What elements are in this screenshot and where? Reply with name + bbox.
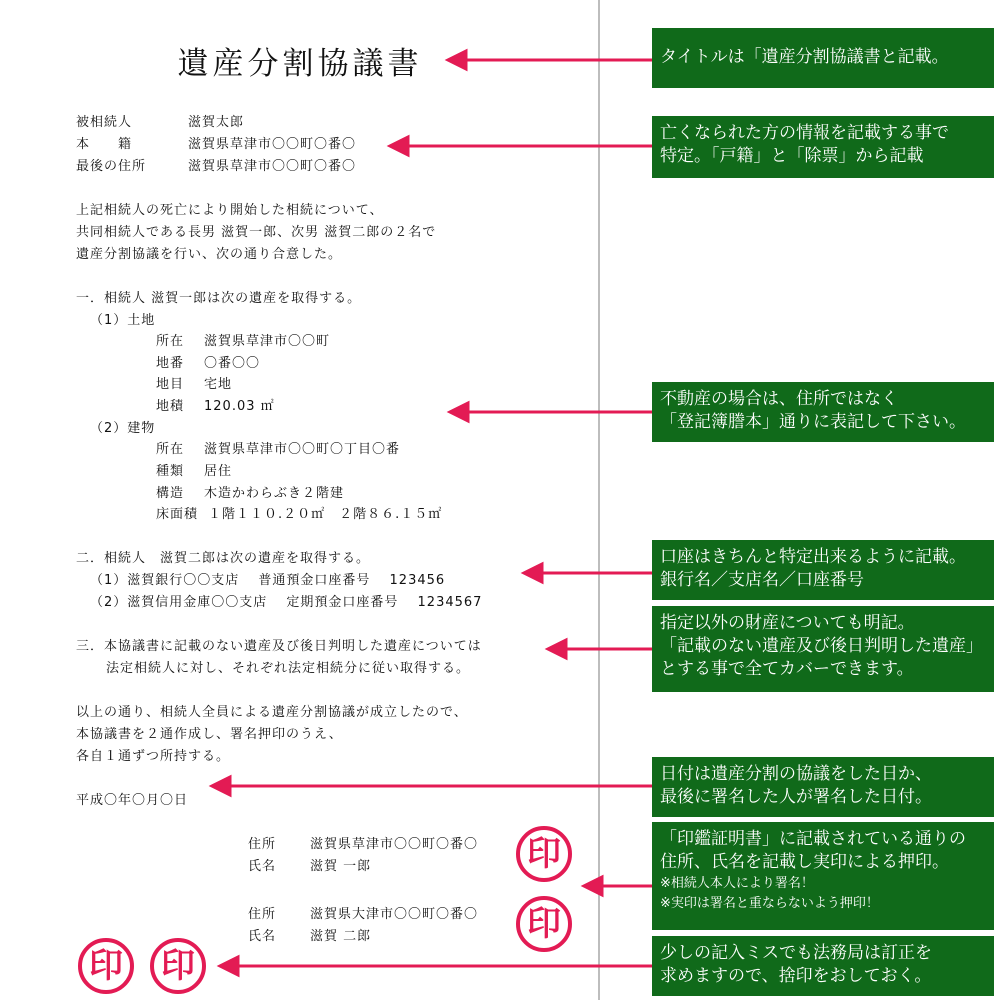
correction-seal-stamp: 印 xyxy=(78,938,134,994)
callout-other-assets xyxy=(652,606,994,692)
arrow-head xyxy=(448,51,466,69)
intro-line: 遺産分割協議を行い、次の通り合意した。 xyxy=(76,247,343,262)
callout-date xyxy=(652,757,994,817)
section2-heading: 二．相続人 滋賀二郎は次の遺産を取得する。 xyxy=(76,551,371,566)
correction-seal-stamp: 印 xyxy=(150,938,206,994)
arrow-head xyxy=(390,137,408,155)
callout-account xyxy=(652,540,994,600)
closing-line: 以上の通り、相続人全員による遺産分割協議が成立したので、 xyxy=(76,705,468,720)
agreement-date: 平成〇年〇月〇日 xyxy=(76,793,189,808)
land-label: 地積 xyxy=(156,399,185,414)
arrow-head xyxy=(220,957,238,975)
callout-text: 「記載のない遺産及び後日判明した遺産」 xyxy=(660,636,983,656)
signer-address-label: 住所 xyxy=(248,907,277,922)
land-label: 地番 xyxy=(156,356,185,371)
closing-line: 本協議書を２通作成し、署名押印のうえ、 xyxy=(76,727,343,742)
domicile-value: 滋賀県草津市〇〇町〇番〇 xyxy=(188,137,357,152)
closing-line: 各自１通ずつ所持する。 xyxy=(76,749,231,764)
signer-name: 滋賀 一郎 xyxy=(310,859,372,874)
land-value: 滋賀県草津市〇〇町 xyxy=(204,334,331,349)
last-address-label: 最後の住所 xyxy=(76,159,147,174)
land-label: 地目 xyxy=(156,377,185,392)
decedent-label: 被相続人 xyxy=(76,115,133,130)
signer-address: 滋賀県大津市〇〇町〇番〇 xyxy=(310,907,479,922)
arrow-head xyxy=(212,777,230,795)
document-title: 遺産分割協議書 xyxy=(177,46,423,82)
signer-name-label: 氏名 xyxy=(248,929,277,944)
signer-name: 滋賀 二郎 xyxy=(310,929,372,944)
section3-line: 三．本協議書に記載のない遺産及び後日判明した遺産については xyxy=(76,639,482,654)
intro-line: 上記相続人の死亡により開始した相続について、 xyxy=(76,203,384,218)
building-label: 床面積 xyxy=(156,507,199,522)
callout-text: 住所、氏名を記載し実印による押印。 xyxy=(660,852,949,872)
intro-line: 共同相続人である長男 滋賀一郎、次男 滋賀二郎の２名で xyxy=(76,225,437,240)
seal-stamp: 印 xyxy=(516,896,572,952)
building-heading: （2）建物 xyxy=(90,421,156,436)
section1-heading: 一．相続人 滋賀一郎は次の遺産を取得する。 xyxy=(76,291,362,306)
callout-signature xyxy=(652,822,994,930)
seal-stamp: 印 xyxy=(516,826,572,882)
callout-text: 最後に署名した人が署名した日付。 xyxy=(660,787,932,807)
callout-real-estate xyxy=(652,382,994,442)
land-heading: （1）土地 xyxy=(90,313,156,328)
building-label: 構造 xyxy=(156,486,185,501)
callout-text: 「印鑑証明書」に記載されている通りの xyxy=(660,829,966,849)
callout-text: 指定以外の財産についても明記。 xyxy=(660,613,915,633)
decedent-name: 滋賀太郎 xyxy=(188,115,245,130)
land-value: 〇番〇〇 xyxy=(204,356,261,371)
account-line: （2）滋賀信用金庫〇〇支店 定期預金口座番号 1234567 xyxy=(90,595,483,610)
building-value: 滋賀県草津市〇〇町〇丁目〇番 xyxy=(204,442,401,457)
last-address-value: 滋賀県草津市〇〇町〇番〇 xyxy=(188,159,357,174)
arrow-head xyxy=(548,640,566,658)
signer-address-label: 住所 xyxy=(248,837,277,852)
callout-correction-seal xyxy=(652,936,994,996)
section3-line: 法定相続人に対し、それぞれ法定相続分に従い取得する。 xyxy=(106,661,471,676)
callout-text: タイトルは「遺産分割協議書と記載。 xyxy=(660,47,949,67)
land-value: 120.03 ㎡ xyxy=(204,399,275,414)
callout-note: ※相続人本人により署名！ xyxy=(660,876,814,891)
domicile-label: 本 籍 xyxy=(76,137,133,152)
arrow-head xyxy=(450,403,468,421)
callout-text: 口座はきちんと特定出来るように記載。 xyxy=(660,547,966,567)
callout-title xyxy=(652,28,994,88)
land-label: 所在 xyxy=(156,334,185,349)
arrow-head xyxy=(524,564,542,582)
callout-text: 少しの記入ミスでも法務局は訂正を xyxy=(660,943,932,963)
callout-decedent xyxy=(652,116,994,178)
callout-text: 特定。「戸籍」と「除票」から記載 xyxy=(660,146,924,166)
callout-note: ※実印は署名と重ならないよう押印！ xyxy=(660,896,879,911)
callout-text: 日付は遺産分割の協議をした日か、 xyxy=(660,764,932,784)
callout-text: 求めますので、捨印をおしておく。 xyxy=(660,966,932,986)
signer-name-label: 氏名 xyxy=(248,859,277,874)
callout-text: 亡くなられた方の情報を記載する事で xyxy=(660,123,949,143)
building-label: 種類 xyxy=(156,464,185,479)
arrow-head xyxy=(584,877,602,895)
land-value: 宅地 xyxy=(204,377,233,392)
account-line: （1）滋賀銀行〇〇支店 普通預金口座番号 123456 xyxy=(90,573,446,588)
building-value: 居住 xyxy=(204,464,233,479)
callout-text: 銀行名／支店名／口座番号 xyxy=(660,570,864,590)
building-label: 所在 xyxy=(156,442,185,457)
callout-text: 不動産の場合は、住所ではなく xyxy=(660,389,898,409)
callout-text: とする事で全てカバーできます。 xyxy=(660,659,914,679)
building-value: 木造かわらぶき２階建 xyxy=(204,486,345,501)
building-value: １階１１０.２０㎡ ２階８６.１５㎡ xyxy=(208,507,443,522)
callout-text: 「登記簿謄本」通りに表記して下さい。 xyxy=(660,412,966,432)
signer-address: 滋賀県草津市〇〇町〇番〇 xyxy=(310,837,479,852)
